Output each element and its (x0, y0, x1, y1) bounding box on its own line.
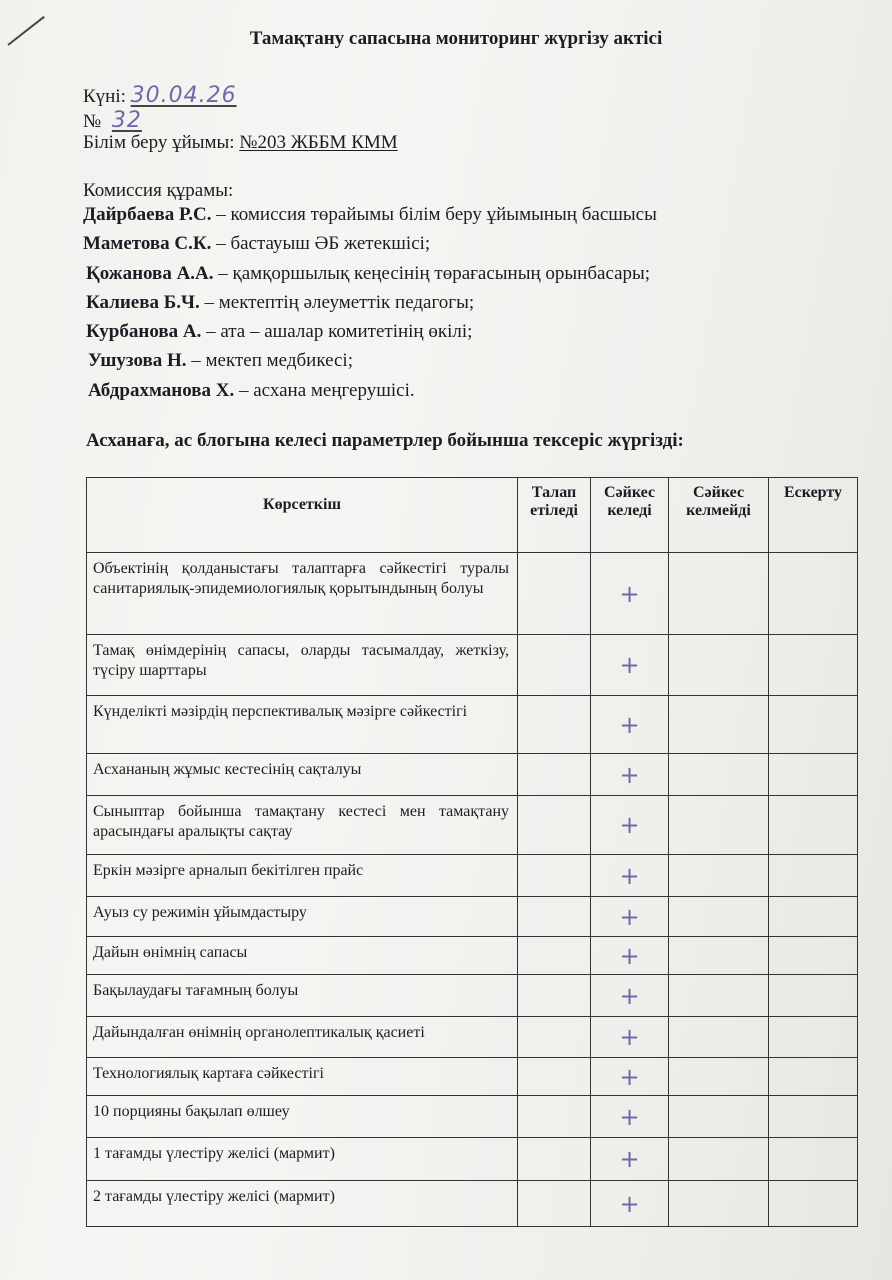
inspection-table (86, 477, 858, 1227)
compliant-mark: + (591, 1181, 669, 1227)
compliant-mark: + (591, 754, 669, 796)
note-cell (769, 796, 858, 855)
table-row (87, 1138, 858, 1181)
indicator-cell: 10 порцияны бақылап өлшеу (87, 1096, 518, 1138)
note-cell (769, 1181, 858, 1227)
indicator-cell: 1 тағамды үлестіру желісі (мармит) (87, 1138, 518, 1181)
org-label: Білім беру ұйымы: (83, 132, 235, 153)
compliant-mark: + (591, 635, 669, 696)
required-cell (518, 855, 591, 897)
header-note: Ескерту (769, 478, 858, 553)
compliant-mark: + (591, 1138, 669, 1181)
commission-member: Калиева Б.Ч. – мектептің әлеуметтік педагогы; (86, 292, 475, 313)
note-cell (769, 635, 858, 696)
required-cell (518, 897, 591, 937)
table-row (87, 696, 858, 754)
commission-member: Курбанова А. – ата – ашалар комитетінің өкілі; (86, 321, 473, 342)
table-row (87, 1096, 858, 1138)
required-cell (518, 1017, 591, 1058)
org-value: №203 ЖББМ КММ (239, 132, 398, 153)
required-cell (518, 937, 591, 975)
non-compliant-cell (669, 855, 769, 897)
table-row (87, 635, 858, 696)
table-row (87, 553, 858, 635)
note-cell (769, 1058, 858, 1096)
required-cell (518, 796, 591, 855)
note-cell (769, 855, 858, 897)
non-compliant-cell (669, 897, 769, 937)
date-line (83, 83, 237, 108)
commission-member: Ушузова Н. – мектеп медбикесі; (88, 350, 353, 371)
compliant-mark: + (591, 1017, 669, 1058)
number-label: № (83, 111, 102, 132)
note-cell (769, 1017, 858, 1058)
non-compliant-cell (669, 1138, 769, 1181)
compliant-mark: + (591, 937, 669, 975)
indicator-cell: Технологиялық картаға сәйкестігі (87, 1058, 518, 1096)
required-cell (518, 1096, 591, 1138)
note-cell (769, 754, 858, 796)
table-row (87, 1058, 858, 1096)
note-cell (769, 553, 858, 635)
non-compliant-cell (669, 754, 769, 796)
indicator-cell: Ауыз су режимін ұйымдастыру (87, 897, 518, 937)
required-cell (518, 696, 591, 754)
date-value: 30.04.26 (130, 83, 237, 108)
header-required: Талап етіледі (518, 478, 591, 553)
commission-member: Абдрахманова Х. – асхана меңгерушісі. (88, 380, 415, 401)
indicator-cell: Бақылаудағы тағамның болуы (87, 975, 518, 1017)
indicator-cell: Сыныптар бойынша тамақтану кестесі мен тамақтану арасындағы аралықты сақтау (87, 796, 518, 855)
document-title: Тамақтану сапасына мониторинг жүргізу актісі (249, 28, 663, 49)
required-cell (518, 975, 591, 1017)
compliant-mark: + (591, 796, 669, 855)
non-compliant-cell (669, 975, 769, 1017)
non-compliant-cell (669, 1181, 769, 1227)
non-compliant-cell (669, 1058, 769, 1096)
required-cell (518, 635, 591, 696)
note-cell (769, 1096, 858, 1138)
compliant-mark: + (591, 1096, 669, 1138)
indicator-cell: 2 тағамды үлестіру желісі (мармит) (87, 1181, 518, 1227)
section-title: Асханаға, ас блогына келесі параметрлер бойынша тексеріс жүргізді: (86, 430, 684, 451)
required-cell (518, 1138, 591, 1181)
non-compliant-cell (669, 635, 769, 696)
table-header-row (87, 478, 858, 553)
indicator-cell: Тамақ өнімдерінің сапасы, оларды тасымалдау, жеткізу, түсіру шарттары (87, 635, 518, 696)
required-cell (518, 754, 591, 796)
note-cell (769, 897, 858, 937)
indicator-cell: Дайындалған өнімнің органолептикалық қасиеті (87, 1017, 518, 1058)
commission-member: Қожанова А.А. – қамқоршылық кеңесінің төрағасының орынбасары; (86, 263, 651, 284)
number-value: 32 (111, 108, 142, 133)
compliant-mark: + (591, 553, 669, 635)
non-compliant-cell (669, 696, 769, 754)
table-row (87, 1017, 858, 1058)
required-cell (518, 553, 591, 635)
compliant-mark: + (591, 975, 669, 1017)
required-cell (518, 1181, 591, 1227)
non-compliant-cell (669, 937, 769, 975)
commission-member: Маметова С.К. – бастауыш ӘБ жетекшісі; (83, 233, 431, 254)
header-indicator: Көрсеткіш (87, 478, 518, 553)
table-row (87, 754, 858, 796)
indicator-cell: Еркін мәзірге арналып бекітілген прайс (87, 855, 518, 897)
non-compliant-cell (669, 796, 769, 855)
date-label: Күні: (83, 86, 126, 107)
commission-member: Дайрбаева Р.С. – комиссия төрайымы білім беру ұйымының басшысы (83, 204, 657, 225)
non-compliant-cell (669, 1017, 769, 1058)
note-cell (769, 696, 858, 754)
note-cell (769, 975, 858, 1017)
note-cell (769, 1138, 858, 1181)
indicator-cell: Объектінің қолданыстағы талаптарға сәйкестігі туралы санитариялық-эпидемиологиялық қорытындының болуы (87, 553, 518, 635)
non-compliant-cell (669, 1096, 769, 1138)
non-compliant-cell (669, 553, 769, 635)
table-row (87, 897, 858, 937)
org-line (83, 132, 398, 154)
commission-label: Комиссия құрамы: (83, 180, 234, 201)
table-row (87, 975, 858, 1017)
table-row (87, 937, 858, 975)
compliant-mark: + (591, 855, 669, 897)
number-line (83, 108, 142, 133)
header-non-compliant: Сәйкес келмейді (669, 478, 769, 553)
compliant-mark: + (591, 696, 669, 754)
required-cell (518, 1058, 591, 1096)
header-compliant: Сәйкес келеді (591, 478, 669, 553)
note-cell (769, 937, 858, 975)
table-row (87, 855, 858, 897)
indicator-cell: Асхананың жұмыс кестесінің сақталуы (87, 754, 518, 796)
table-row (87, 796, 858, 855)
compliant-mark: + (591, 1058, 669, 1096)
indicator-cell: Күнделікті мәзірдің перспективалық мәзірге сәйкестігі (87, 696, 518, 754)
indicator-cell: Дайын өнімнің сапасы (87, 937, 518, 975)
compliant-mark: + (591, 897, 669, 937)
table-row (87, 1181, 858, 1227)
